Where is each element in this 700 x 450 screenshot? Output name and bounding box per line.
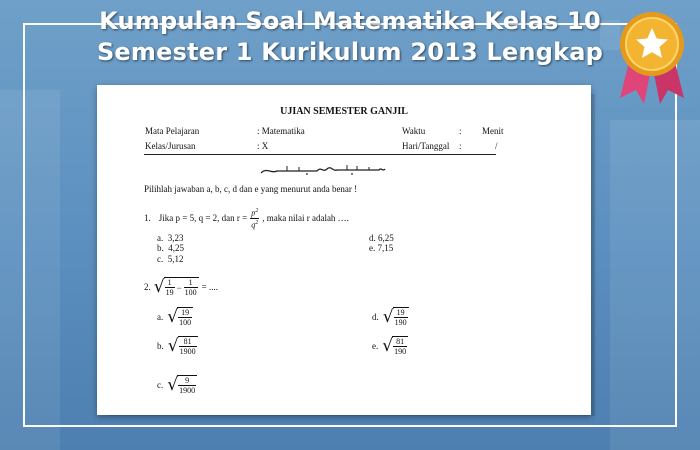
header-divider [144,154,496,155]
q1-fraction [250,207,259,229]
q1-option-b-letter: b. [157,243,164,253]
q2-option-d-sqrt [383,307,409,327]
q2-option-c-sqrt [167,375,197,395]
q1-option-e-value: 7,15 [377,243,394,253]
q1-text-after: , maka nilai r adalah …. [262,213,349,224]
date-label: Hari/Tanggal [402,141,450,151]
q2-option-b-letter: b. [157,341,164,351]
sqrt-symbol-icon: √ [153,277,165,297]
q2-frac1-den: 19 [165,288,174,297]
q2-option-d [372,307,409,327]
q2-option-a-sqrt [167,307,193,327]
q2-minus: − [176,282,182,293]
q1-option-e-letter: e. [369,243,376,253]
q2-frac1-num: 1 [165,278,175,288]
q2-text-after: = .... [201,282,218,292]
q1-option-b [157,243,184,253]
q2-option-e-sqrt [382,336,408,356]
q2-number: 2. [144,282,151,292]
q1-option-c [157,254,184,264]
sqrt-symbol-icon: √ [167,336,179,356]
q2-frac2-den: 100 [184,288,197,297]
q1-option-c-letter: c. [157,254,164,264]
exam-paper [97,85,591,415]
q2-option-d-letter: d. [372,312,379,322]
q1-text-before: Jika p = 5, q = 2, dan r = [158,213,248,224]
q1-option-b-value: 4,25 [168,243,184,253]
q2-option-a-letter: a. [157,312,164,322]
banner-title [60,6,640,68]
q2-frac2-num: 1 [184,278,198,288]
banner-title-line2: Semester 1 Kurikulum 2013 Lengkap [96,38,604,66]
q1-option-a-value: 3,23 [167,233,184,243]
q2-option-e-letter: e. [372,341,379,351]
q2-frac2 [184,278,198,297]
date-colon: : [459,141,462,151]
q2-option-e-den: 190 [394,347,407,356]
q2-option-e-num: 81 [393,337,407,347]
date-separator: / [495,141,498,151]
q1-option-c-value: 5,12 [167,254,184,264]
subject-label: Mata Pelajaran [145,126,200,136]
q2-option-b [157,336,198,356]
instruction-text: Pilihlah jawaban a, b, c, d dan e yang menurut anda benar ! [144,184,358,194]
q1-option-a-letter: a. [157,233,164,243]
q2-option-b-den: 1900 [179,347,196,356]
q2-option-a [157,307,193,327]
star-ribbon-icon [612,6,692,106]
q2-option-d-den: 190 [394,318,407,327]
q2-option-c-letter: c. [157,380,164,390]
class-label: Kelas/Jurusan [145,141,196,151]
q1-option-d-letter: d. [369,233,376,243]
q2-option-a-den: 100 [179,318,192,327]
q2-option-c-num: 9 [178,376,196,386]
exam-title: UJIAN SEMESTER GANJIL [280,106,408,117]
q1-option-d [369,233,394,243]
q2-option-d-num: 19 [394,308,408,318]
q1-num-exp: 2 [255,208,259,214]
q1-option-e [369,243,393,253]
class-value: : X [257,141,269,151]
sqrt-symbol-icon: √ [167,307,179,327]
q2-option-b-sqrt [168,336,198,356]
q1-num-base: p [251,208,256,218]
q2-option-e [372,336,408,356]
q2-sqrt-expression [154,277,199,297]
time-colon: : [459,126,462,136]
question-1 [144,207,349,229]
time-unit: Menit [482,126,504,136]
q1-number: 1. [144,213,151,224]
q2-frac1 [165,278,175,297]
sqrt-symbol-icon: √ [167,375,179,395]
q2-option-c-den: 1900 [179,386,196,395]
sqrt-symbol-icon: √ [382,336,394,356]
q1-option-a [157,233,184,243]
question-2 [144,277,218,297]
q1-den-base: q [251,220,256,230]
q1-den-exp: 2 [255,219,259,226]
bismillah-calligraphy-icon [257,163,387,177]
sqrt-symbol-icon: √ [382,307,394,327]
q2-option-b-num: 81 [179,337,197,347]
subject-value: : Matematika [257,126,305,136]
q2-option-a-num: 19 [178,308,192,318]
q2-option-c [157,375,197,395]
banner-title-line1: Kumpulan Soal Matematika Kelas 10 [99,7,601,35]
time-label: Waktu [402,126,426,136]
q1-option-d-value: 6,25 [378,233,394,243]
